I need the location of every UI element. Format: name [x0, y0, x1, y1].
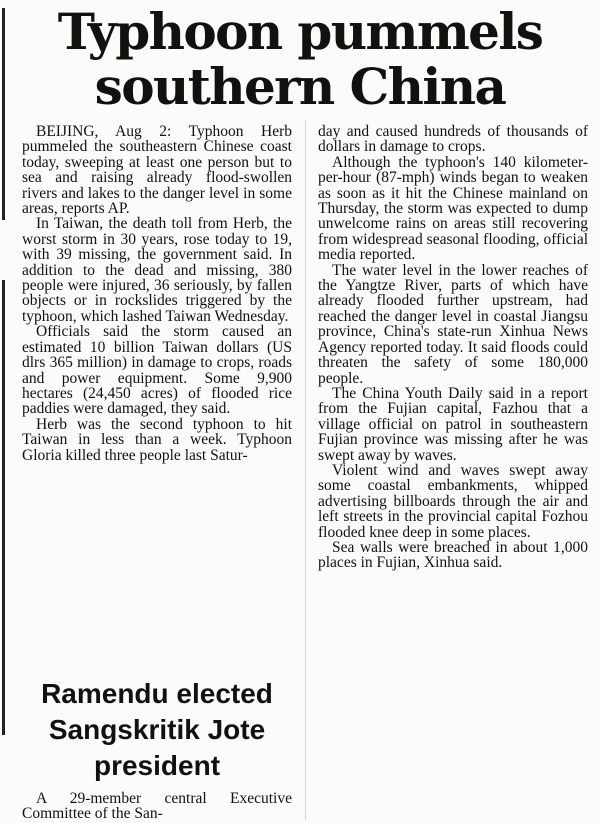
- article-paragraph: day and caused hundreds of thousands of dollars in damage to crops.: [318, 123, 588, 156]
- second-story-column: [22, 791, 292, 822]
- article-column-1: [22, 124, 292, 463]
- column-divider: [305, 120, 306, 820]
- second-story-lead: A 29-member central Executive Committee of the San-: [22, 790, 292, 823]
- second-story-headline: Ramendu elected Sangskritik Jote president: [41, 678, 273, 781]
- article-paragraph: Although the typhoon's 140 kilometer-per-hour (87-mph) winds began to weaken as soon as it hit the Chinese mainland on Thursday, the storm was expected to dump unwelcome rains on areas still recovering from widespread seasonal flooding, official media reported.: [318, 153, 588, 264]
- clipping-edge-mark: [2, 280, 5, 735]
- article-paragraph: Officials said the storm caused an estimated 10 billion Taiwan dollars (US dlrs 365 million) in damage to crops, roads and power equipment. Some 9,900 hectares (24,450 acres) of flooded rice paddies were damaged, they said.: [22, 323, 292, 418]
- article-paragraph: Herb was the second typhoon to hit Taiwan in less than a week. Typhoon Gloria killed three people last Satur-: [22, 415, 292, 464]
- article-paragraph: The water level in the lower reaches of the Yangtze River, parts of which have already flooded further upstream, had reached the danger level in coastal Jiangsu province, China's state-run Xinhua News Agency reported today. It said floods could threaten the safety of some 180,000 people.: [318, 261, 588, 387]
- main-headline: Typhoon pummels southern China: [57, 2, 543, 116]
- article-paragraph: Sea walls were breached in about 1,000 places in Fujian, Xinhua said.: [318, 538, 588, 572]
- article-paragraph: Violent wind and waves swept away some coastal embankments, whipped advertising billboards through the air and left streets in the provincial capital Fozhou flooded knee deep in some places.: [318, 461, 588, 541]
- clipping-edge-mark: [2, 8, 5, 220]
- article-paragraph: The China Youth Daily said in a report from the Fujian capital, Fazhou that a village official on patrol in southeastern Fujian province was missing after he was swept away by waves.: [318, 384, 588, 464]
- article-paragraph: BEIJING, Aug 2: Typhoon Herb pummeled the southeastern Chinese coast today, sweeping at least one person but to sea and raising already flood-swollen rivers and lakes to the danger level in some areas, reports AP.: [22, 123, 292, 218]
- article-column-2: [318, 124, 588, 571]
- article-paragraph: In Taiwan, the death toll from Herb, the worst storm in 30 years, rose today to 19, with 39 missing, the government said. In addition to the dead and missing, 380 people were injured, 36 seriously, by fallen objects or in rockslides triggered by the typhoon, which lashed Taiwan Wednesday.: [22, 215, 292, 325]
